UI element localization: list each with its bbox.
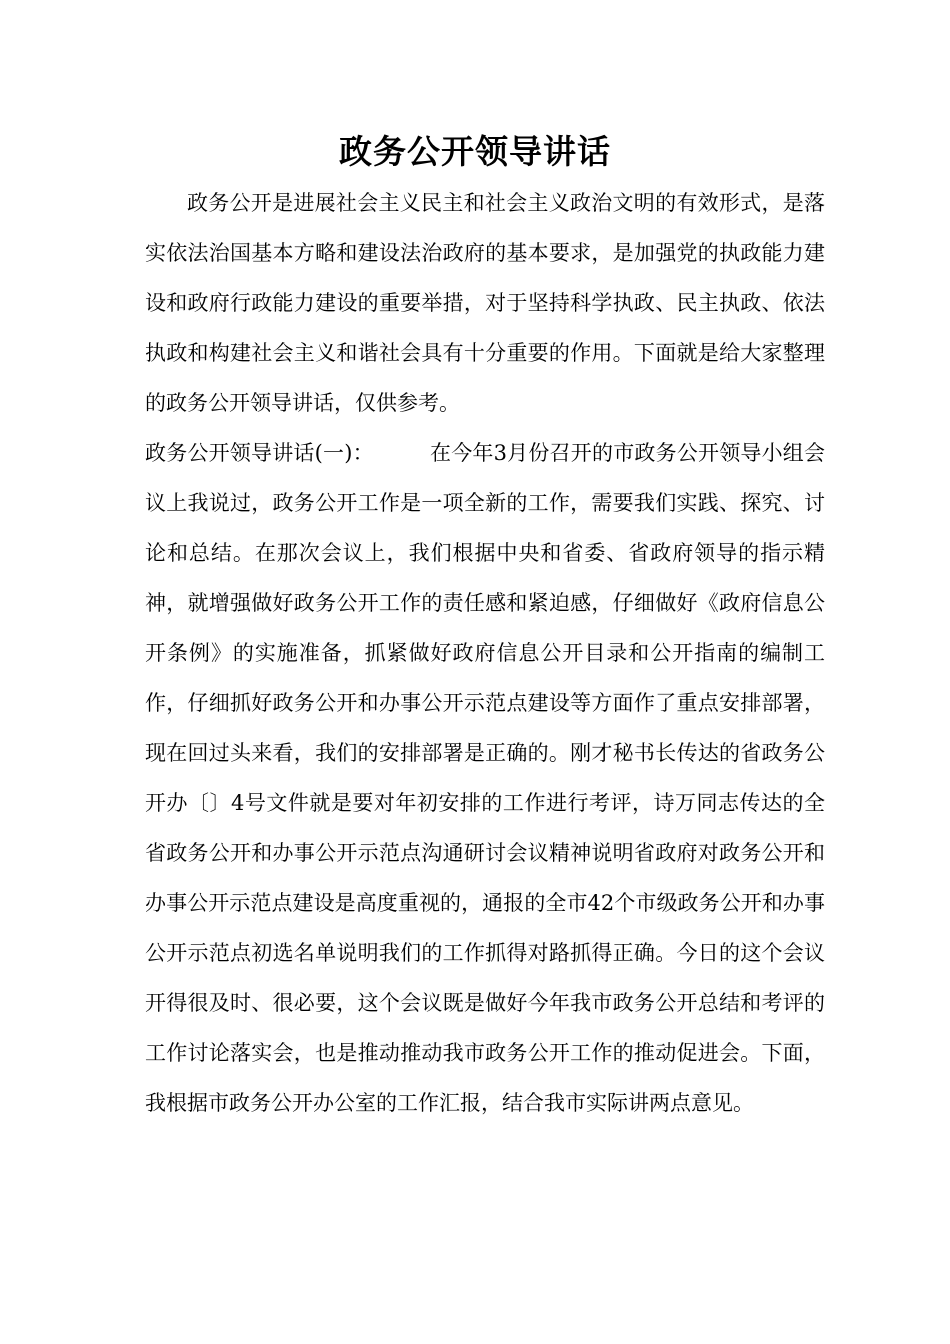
speech-paragraph [145, 428, 825, 1128]
section-body: 在今年3月份召开的市政务公开领导小组会议上我说过，政务公开工作是一项全新的工作，需要我们实践、探究、讨论和总结。在那次会议上，我们根据中央和省委、省政府领导的指示精神，就增强做好政务公开工作的责任感和紧迫感，仔细做好《政府信息公开条例》的实施准备，抓紧做好政府信息公开目录和公开指南的编制工作，仔细抓好政务公开和办事公开示范点建设等方面作了重点安排部署，现在回过头来看，我们的安排部署是正确的。刚才秘书长传达的省政务公开办〔〕4号文件就是要对年初安排的工作进行考评，诗万同志传达的全省政务公开和办事公开示范点沟通研讨会议精神说明省政府对政务公开和办事公开示范点建设是高度重视的，通报的全市42个市级政务公开和办事公开示范点初选名单说明我们的工作抓得对路抓得正确。今日的这个会议开得很及时、很必要，这个会议既是做好今年我市政务公开总结和考评的工作讨论落实会，也是推动推动我市政务公开工作的推动促进会。下面，我根据市政务公开办公室的工作汇报，结合我市实际讲两点意见。 [145, 441, 826, 1115]
section-heading: 政务公开领导讲话(一)： [145, 441, 374, 465]
document-title: 政务公开领导讲话 [339, 132, 611, 171]
intro-paragraph: 政务公开是进展社会主义民主和社会主义政治文明的有效形式，是落实依法治国基本方略和建设法治政府的基本要求，是加强党的执政能力建设和政府行政能力建设的重要举措，对于坚持科学执政、民主执政、依法执政和构建社会主义和谐社会具有十分重要的作用。下面就是给大家整理的政务公开领导讲话，仅供参考。 [145, 191, 825, 415]
